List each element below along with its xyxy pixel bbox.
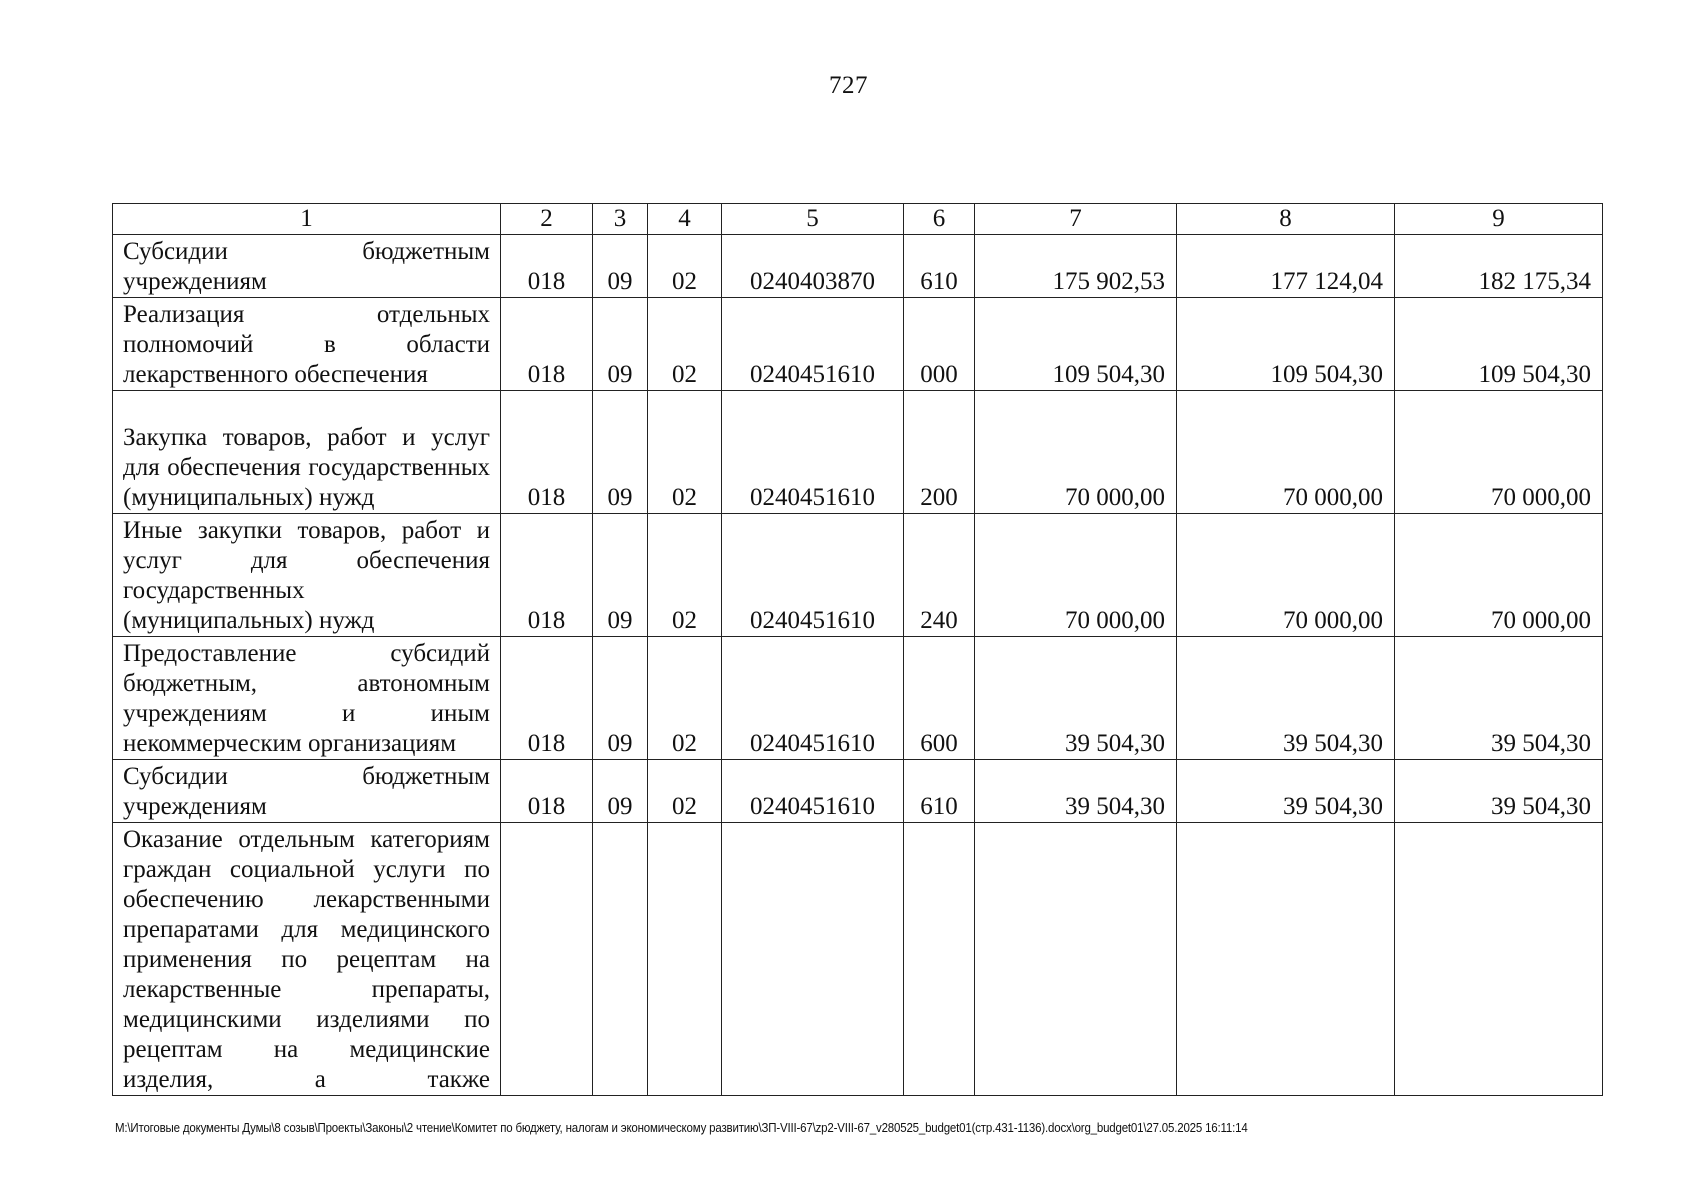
- row-amount-col8: [1177, 823, 1395, 1096]
- row-pr: 02: [648, 298, 722, 391]
- row-csr: 0240451610: [722, 637, 904, 760]
- row-csr: 0240403870: [722, 235, 904, 298]
- row-amount-col7: 39 504,30: [975, 637, 1177, 760]
- row-name: Закупка товаров, работ и услуг для обеспечения государственных (муниципальных) нужд: [113, 391, 501, 514]
- row-vr: 610: [904, 760, 975, 823]
- row-amount-col8: 39 504,30: [1177, 637, 1395, 760]
- row-name: Субсидии бюджетным учреждениям: [113, 235, 501, 298]
- row-ved: 018: [501, 514, 593, 637]
- row-pr: 02: [648, 391, 722, 514]
- row-amount-col9: 39 504,30: [1395, 637, 1603, 760]
- table-row: [113, 760, 1603, 823]
- row-ved: 018: [501, 637, 593, 760]
- row-vr: 610: [904, 235, 975, 298]
- row-name: Иные закупки товаров, работ и услуг для обеспечения государственных (муниципальных) нужд: [113, 514, 501, 637]
- row-amount-col8: 70 000,00: [1177, 391, 1395, 514]
- row-csr: 0240451610: [722, 298, 904, 391]
- row-amount-col8: 177 124,04: [1177, 235, 1395, 298]
- row-name: Предоставление субсидий бюджетным, автономным учреждениям и иным некоммерческим организациям: [113, 637, 501, 760]
- row-amount-col8: 109 504,30: [1177, 298, 1395, 391]
- footer-file-path: M:\Итоговые документы Думы\8 созыв\Проекты\Законы\2 чтение\Комитет по бюджету, налогам и экономическому развитию\ЗП-VIII-67\zp2-VIII-67_v280525_budget01(стр.431-1136).docx\org_budget01\27.05.2025 16:11:14: [115, 1121, 1248, 1135]
- row-amount-col8: 70 000,00: [1177, 514, 1395, 637]
- row-rz: 09: [593, 235, 648, 298]
- table-header-row: [113, 204, 1603, 235]
- row-rz: 09: [593, 760, 648, 823]
- row-name: Реализация отдельных полномочий в области лекарственного обеспечения: [113, 298, 501, 391]
- row-vr: 200: [904, 391, 975, 514]
- budget-table: [112, 203, 1603, 1096]
- row-vr: [904, 823, 975, 1096]
- row-rz: 09: [593, 391, 648, 514]
- table-row: [113, 637, 1603, 760]
- table-row: [113, 298, 1603, 391]
- table-row: [113, 514, 1603, 637]
- table-row: [113, 823, 1603, 1096]
- column-header: 7: [975, 204, 1177, 235]
- column-header: 4: [648, 204, 722, 235]
- row-amount-col8: 39 504,30: [1177, 760, 1395, 823]
- row-pr: 02: [648, 637, 722, 760]
- row-amount-col9: 70 000,00: [1395, 391, 1603, 514]
- page-number: 727: [829, 72, 868, 99]
- column-header: 5: [722, 204, 904, 235]
- row-vr: 240: [904, 514, 975, 637]
- row-ved: 018: [501, 391, 593, 514]
- row-csr: 0240451610: [722, 391, 904, 514]
- row-amount-col7: [975, 823, 1177, 1096]
- row-csr: [722, 823, 904, 1096]
- row-rz: 09: [593, 514, 648, 637]
- row-amount-col7: 70 000,00: [975, 391, 1177, 514]
- column-header: 1: [113, 204, 501, 235]
- row-name: Оказание отдельным категориям граждан социальной услуги по обеспечению лекарственными препаратами для медицинского применения по рецептам на лекарственные препараты, медицинскими изделиями по рецептам на медицинские изделия, а также: [113, 823, 501, 1096]
- row-pr: [648, 823, 722, 1096]
- table-row: [113, 235, 1603, 298]
- row-ved: 018: [501, 760, 593, 823]
- row-rz: 09: [593, 298, 648, 391]
- row-pr: 02: [648, 235, 722, 298]
- row-ved: 018: [501, 298, 593, 391]
- table-row: [113, 391, 1603, 514]
- column-header: 9: [1395, 204, 1603, 235]
- row-vr: 600: [904, 637, 975, 760]
- row-rz: 09: [593, 637, 648, 760]
- row-amount-col7: 70 000,00: [975, 514, 1177, 637]
- column-header: 6: [904, 204, 975, 235]
- row-pr: 02: [648, 514, 722, 637]
- row-amount-col9: 70 000,00: [1395, 514, 1603, 637]
- row-csr: 0240451610: [722, 514, 904, 637]
- row-amount-col9: 39 504,30: [1395, 760, 1603, 823]
- column-header: 2: [501, 204, 593, 235]
- row-csr: 0240451610: [722, 760, 904, 823]
- row-amount-col9: [1395, 823, 1603, 1096]
- row-pr: 02: [648, 760, 722, 823]
- row-rz: [593, 823, 648, 1096]
- row-amount-col7: 109 504,30: [975, 298, 1177, 391]
- row-amount-col9: 109 504,30: [1395, 298, 1603, 391]
- row-amount-col7: 39 504,30: [975, 760, 1177, 823]
- row-amount-col7: 175 902,53: [975, 235, 1177, 298]
- column-header: 8: [1177, 204, 1395, 235]
- row-name: Субсидии бюджетным учреждениям: [113, 760, 501, 823]
- row-vr: 000: [904, 298, 975, 391]
- row-ved: 018: [501, 235, 593, 298]
- row-amount-col9: 182 175,34: [1395, 235, 1603, 298]
- column-header: 3: [593, 204, 648, 235]
- row-ved: [501, 823, 593, 1096]
